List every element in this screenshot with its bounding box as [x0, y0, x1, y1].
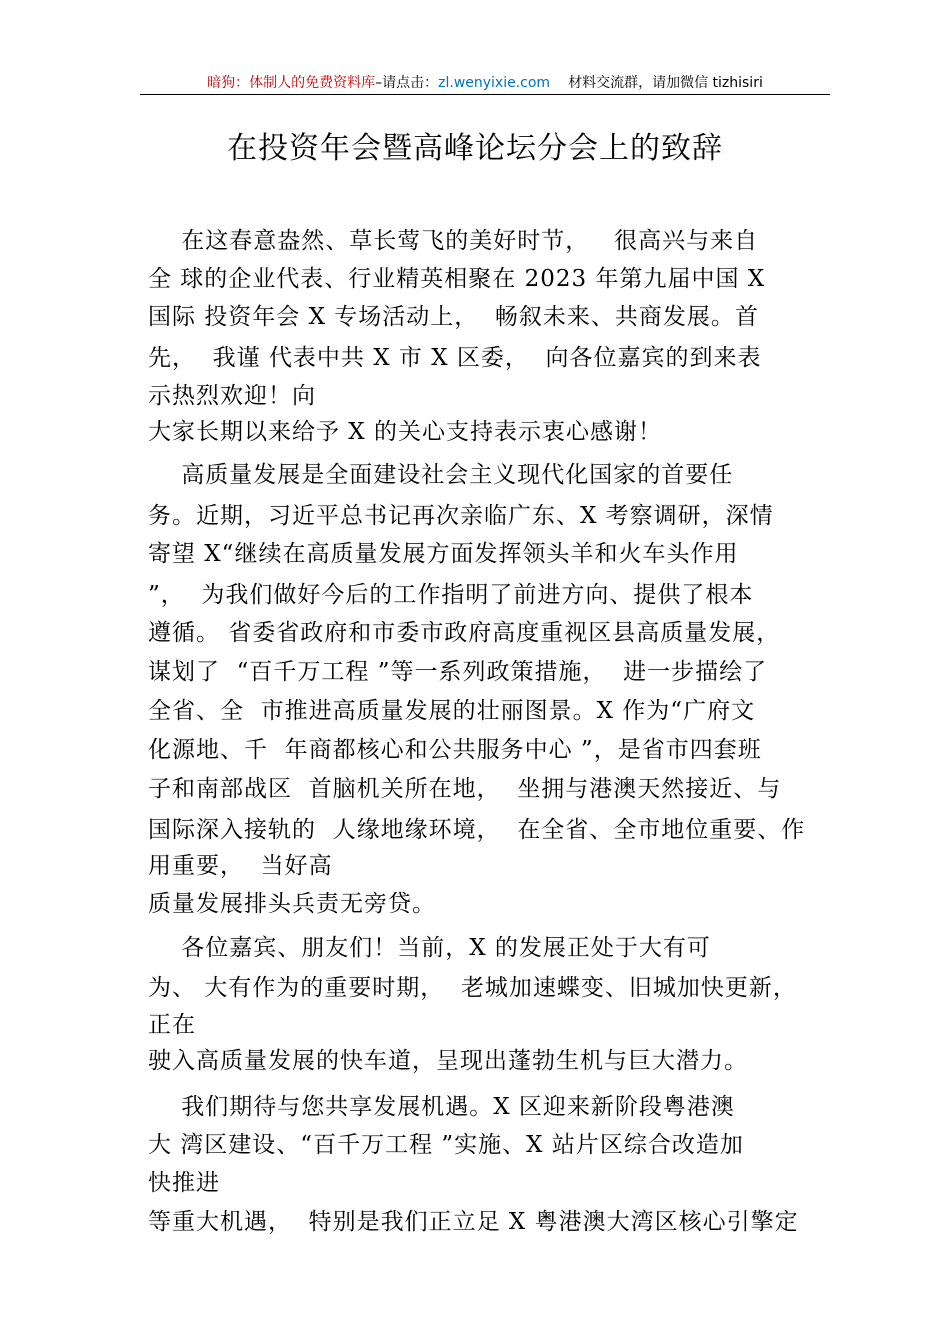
body-line: 在这春意盎然、草长莺飞的美好时节， 很高兴与来自 — [148, 228, 759, 254]
body-line: 全 球的企业代表、行业精英相聚在 2023 年第九届中国 X — [148, 266, 766, 292]
body-line: 谋划了 “百千万工程 ”等一系列政策措施， 进一步描绘了 — [148, 659, 768, 685]
header-contact: 材料交流群，请加微信 tizhisiri — [568, 75, 763, 91]
body-line: 为、 大有作为的重要时期， 老城加速蝶变、旧城加快更新， — [148, 975, 797, 1001]
document-title: 在投资年会暨高峰论坛分会上的致辞 — [227, 131, 723, 166]
body-line: 正在 — [148, 1012, 196, 1038]
body-line: 快推进 — [148, 1170, 220, 1196]
body-line: 务。近期，习近平总书记再次亲临广东、X 考察调研，深情 — [148, 503, 774, 529]
body-line: 驶入高质量发展的快车道，呈现出蓬勃生机与巨大潜力。 — [148, 1048, 748, 1074]
header-url-link[interactable]: zl.wenyixie.com — [438, 75, 551, 91]
body-line: 全省、全 市推进高质量发展的壮丽图景。X 作为“广府文 — [148, 698, 756, 724]
body-line: 示热烈欢迎！向 — [148, 383, 316, 409]
body-line: 先， 我谨 代表中共 X 市 X 区委， 向各位嘉宾的到来表 — [148, 345, 762, 371]
body-line: 化源地、千 年商都核心和公共服务中心 ”，是省市四套班 — [148, 737, 762, 763]
body-line: 大家长期以来给予 X 的关心支持表示衷心感谢！ — [148, 419, 662, 445]
body-line: 大 湾区建设、“百千万工程 ”实施、X 站片区综合改造加 — [148, 1132, 744, 1158]
body-line: 我们期待与您共享发展机遇。X 区迎来新阶段粤港澳 — [148, 1094, 735, 1120]
body-line: 高质量发展是全面建设社会主义现代化国家的首要任 — [148, 462, 734, 488]
header-prompt: –请点击： — [375, 75, 439, 91]
body-line: ”， 为我们做好今后的工作指明了前进方向、提供了根本 — [148, 582, 754, 608]
body-line: 质量发展排头兵责无旁贷。 — [148, 891, 436, 917]
body-line: 子和南部战区 首脑机关所在地， 坐拥与港澳天然接近、与 — [148, 776, 782, 802]
body-line: 国际 投资年会 X 专场活动上， 畅叙未来、共商发展。首 — [148, 304, 759, 330]
body-line: 寄望 X“继续在高质量发展方面发挥领头羊和火车头作用 — [148, 541, 739, 567]
body-line: 等重大机遇， 特别是我们正立足 X 粤港澳大湾区核心引擎定 — [148, 1209, 799, 1235]
page-header — [140, 72, 830, 95]
body-line: 各位嘉宾、朋友们！当前，X 的发展正处于大有可 — [148, 935, 711, 961]
body-line: 遵循。 省委省政府和市委市政府高度重视区县高质量发展， — [148, 620, 781, 646]
header-brand: 暗狗：体制人的免费资料库 — [207, 75, 376, 91]
body-line: 国际深入接轨的 人缘地缘环境， 在全省、全市地位重要、作 — [148, 817, 806, 843]
body-line: 用重要， 当好高 — [148, 853, 333, 879]
